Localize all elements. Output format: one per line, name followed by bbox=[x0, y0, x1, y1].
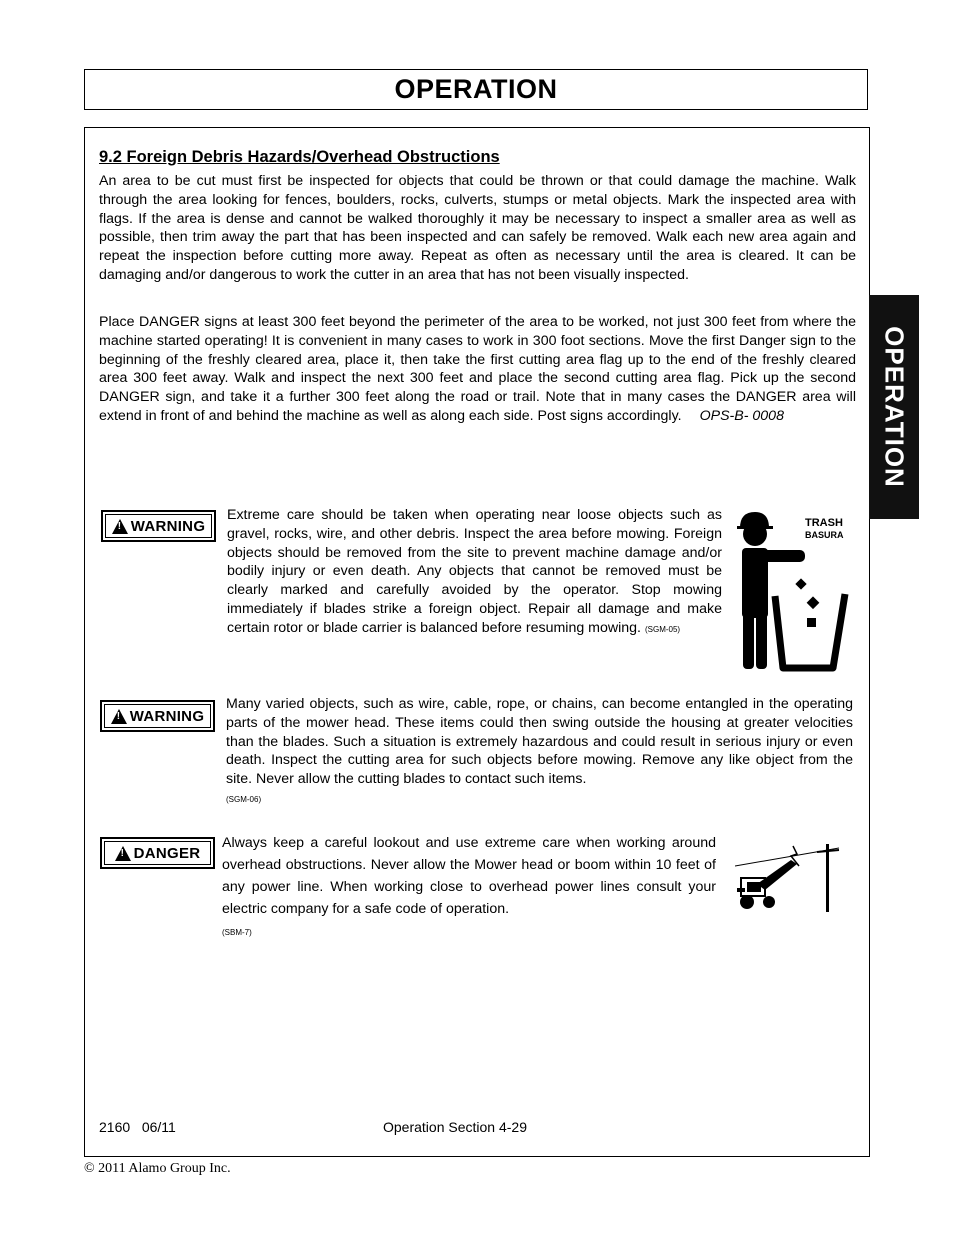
page-header bbox=[84, 69, 868, 110]
footer-page-section: Operation Section 4-29 bbox=[383, 1119, 527, 1135]
paragraph-inspection: An area to be cut must first be inspected for objects that could be thrown or that could damage the machine. Walk through the area looking for fences, boulders, rocks, culverts, stumps or metal objects. Mark the inspected area with flags. If the area is dense and cannot be walked thoroughly it may be necessary to inspect a smaller area as well as possible, then trim away the part that has been inspected and can safely be removed. Walk each new area again and repeat the inspection before cutting more away. Repeat as often as necessary until the area is cleared. It can be damaging and/or dangerous to work the cutter in an area that has not been visually inspected. bbox=[99, 173, 856, 283]
warning-label: WARNING bbox=[130, 517, 206, 535]
alert-triangle-icon: ! bbox=[111, 709, 127, 724]
danger-badge bbox=[100, 837, 215, 869]
trash-pictogram-icon bbox=[735, 508, 855, 672]
section-title: 9.2 Foreign Debris Hazards/Overhead Obstructions bbox=[99, 148, 500, 166]
warning-code: (SGM-06) bbox=[226, 794, 262, 804]
danger-code: (SBM-7) bbox=[222, 928, 252, 937]
side-section-tab bbox=[869, 295, 919, 519]
power-line-pictogram-icon bbox=[735, 838, 845, 914]
alert-triangle-icon: ! bbox=[115, 846, 131, 861]
reference-code: OPS-B- 0008 bbox=[699, 407, 784, 424]
alert-triangle-icon: ! bbox=[112, 519, 128, 534]
warning-message-debris: Extreme care should be taken when operating near loose objects such as gravel, rocks, wire, and other debris. Inspect the area before mowing. Foreign objects should be removed from the site to prevent machine damage and/or bodily injury or even death. Any objects that cannot be removed must be clearly marked and carefully avoided by the operator. Stop mowing immediately if blades strike a foreign object. Repair all damage and make certain rotor or blade carrier is balanced before resuming mowing. (SGM-05) bbox=[227, 507, 722, 636]
danger-label: DANGER bbox=[133, 844, 201, 862]
warning-code: (SGM-05) bbox=[644, 624, 681, 634]
copyright: © 2011 Alamo Group Inc. bbox=[84, 1161, 231, 1176]
trash-label: TRASH bbox=[805, 517, 843, 529]
side-tab-label: OPERATION bbox=[879, 326, 910, 488]
warning-message-entanglement: Many varied objects, such as wire, cable, rope, or chains, can become entangled in the operating parts of the mower head. These items could then swing outside the housing at greater velocities than the blades. Such a situation is extremely hazardous and could result in serious injury or even death. Inspect the cutting area for such objects before mowing. Remove any like object from the site. Never allow the cutting blades to contact such items. (SGM-06) bbox=[226, 696, 853, 804]
warning-badge bbox=[101, 510, 216, 542]
basura-label: BASURA bbox=[805, 530, 844, 540]
danger-message-overhead: Always keep a careful lookout and use extreme care when working around overhead obstructions. Never allow the Mower head or boom within 10 feet of any power line. When working close to overhead power lines consult your electric company for a safe code of operation. (SBM-7) bbox=[222, 835, 716, 937]
warning-badge bbox=[100, 700, 215, 732]
page-title: OPERATION bbox=[394, 74, 558, 104]
paragraph-danger-signs: Place DANGER signs at least 300 feet beyond the perimeter of the area to be worked, not just 300 feet from where the machine started operating! It is convenient in many cases to work in 300 foot sections. Move the first Danger sign to the beginning of the freshly cleared area, place it, then take the first cutting area flag up to the end of the freshly cleared area 300 feet away. Walk and inspect the next 300 feet and place the second cutting area flag. Pick up the second DANGER sign, and take it a further 300 feet along the road or trail. Note that in many cases the DANGER area will extend in front of and behind the machine as well as along each side. Post signs accordingly. OPS-B- 0008 bbox=[99, 314, 856, 424]
warning-label: WARNING bbox=[129, 707, 205, 725]
footer-model-date: 2160 06/11 bbox=[99, 1119, 176, 1135]
